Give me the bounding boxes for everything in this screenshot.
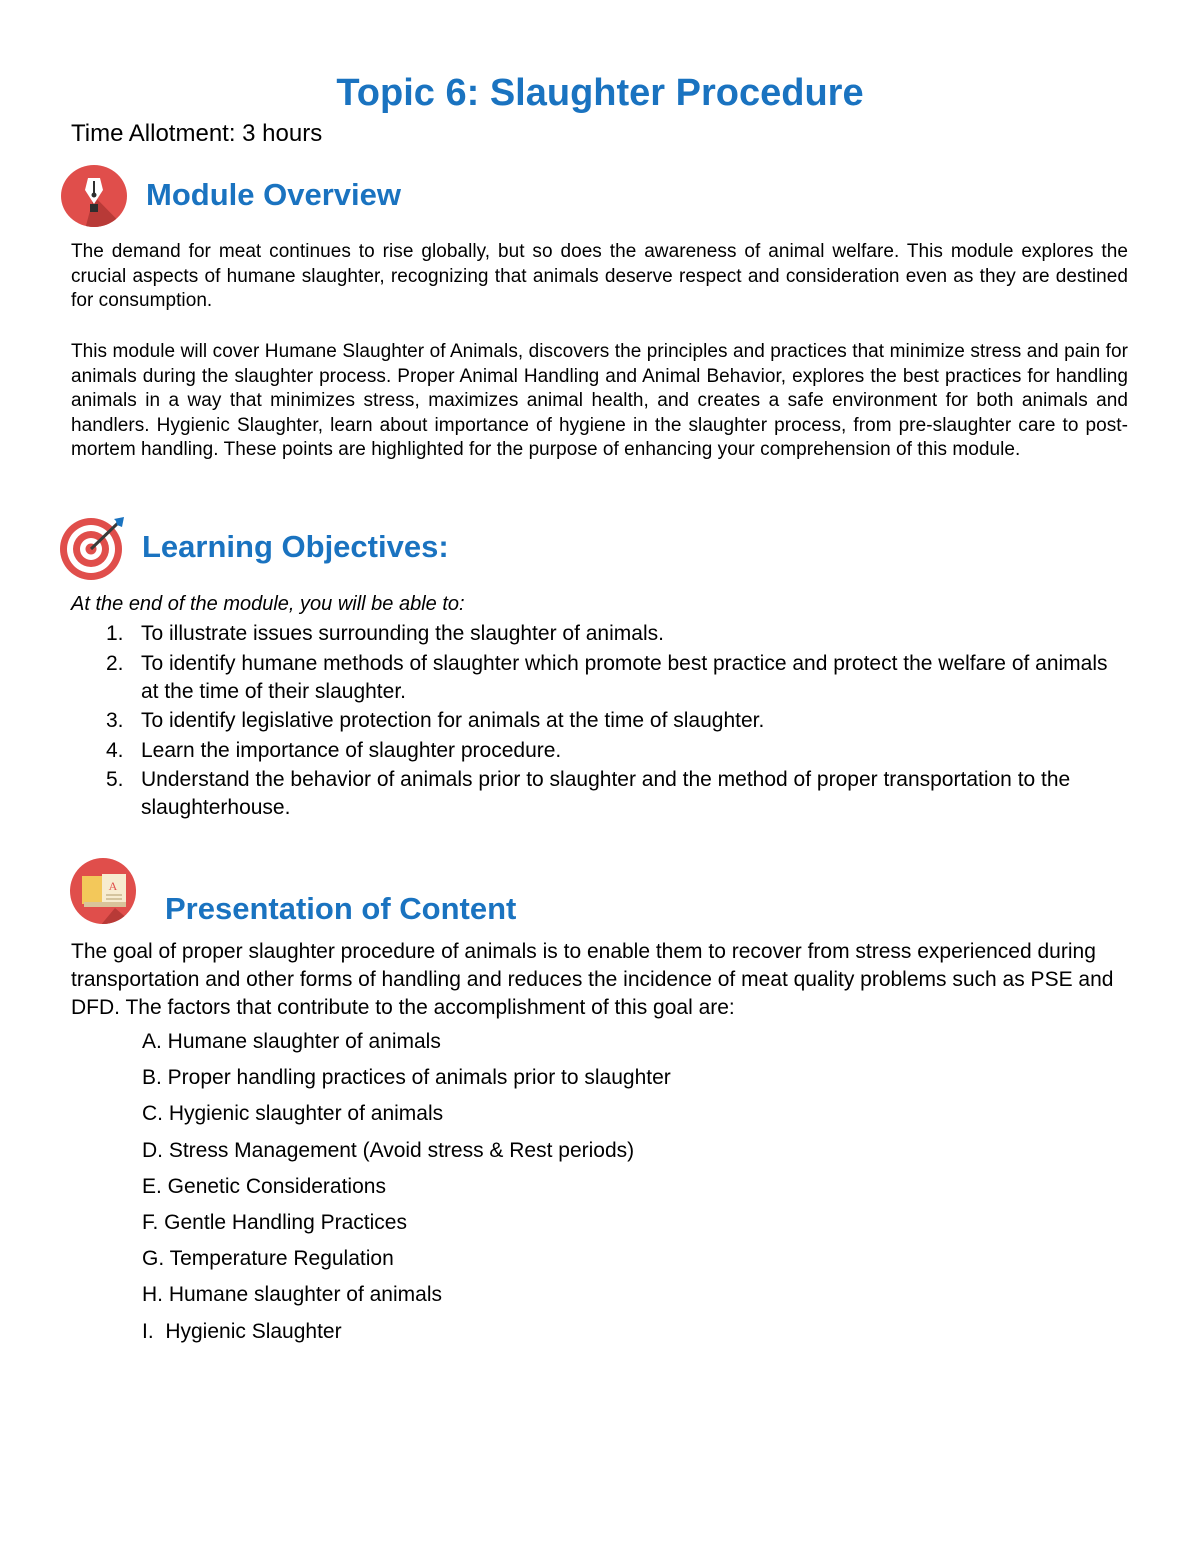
- learning-objectives-heading: Learning Objectives:: [142, 529, 449, 564]
- factor-item: I. Hygienic Slaughter: [142, 1319, 342, 1343]
- factors-list: [142, 1028, 671, 1354]
- objectives-intro: At the end of the module, you will be able to:: [71, 593, 465, 615]
- objective-item: 2. To identify humane methods of slaughter which promote best practice and protect the welfare of animals at the time of their slaughter.: [106, 651, 1108, 703]
- pen-nib-icon: [61, 164, 129, 228]
- presentation-heading: Presentation of Content: [165, 891, 517, 926]
- factor-item: C. Hygienic slaughter of animals: [142, 1102, 444, 1126]
- overview-paragraph-1: The demand for meat continues to rise globally, but so does the awareness of animal welfare. This module explores the crucial aspects of humane slaughter, recognizing that animals deserve respect and consideration even as they are destined for consumption.: [71, 241, 1128, 312]
- objective-item: 1. To illustrate issues surrounding the slaughter of animals.: [106, 622, 664, 645]
- overview-paragraph-2: This module will cover Humane Slaughter of Animals, discovers the principles and practices that minimize stress and pain for animals during the slaughter process. Proper Animal Handling and Animal Behavior, explores the best practices for handling animals in a way that minimizes stress, maximizes animal health, and creates a safe environment for both animals and handlers. Hygienic Slaughter, learn about importance of hygiene in the slaughter process, from pre-slaughter care to post-mortem handling. These points are highlighted for the purpose of enhancing your comprehension of this module.: [71, 341, 1128, 461]
- presentation-paragraph: The goal of proper slaughter procedure of animals is to enable them to recover from stress experienced during transportation and other forms of handling and reduces the incidence of meat quality problems such as PSE and DFD. The factors that contribute to the accomplishment of this goal are:: [71, 940, 1114, 1019]
- objectives-list: [71, 620, 1128, 824]
- module-overview-heading: Module Overview: [146, 177, 401, 212]
- factor-item: F. Gentle Handling Practices: [142, 1210, 407, 1234]
- svg-text:A: A: [108, 879, 118, 893]
- objective-item: 3. To identify legislative protection for animals at the time of slaughter.: [106, 709, 765, 732]
- open-book-icon: [70, 858, 138, 924]
- factor-item: D. Stress Management (Avoid stress & Rest periods): [142, 1138, 635, 1162]
- factor-item: G. Temperature Regulation: [142, 1247, 394, 1271]
- objective-item: 5. Understand the behavior of animals prior to slaughter and the method of proper transportation to the slaughterhouse.: [106, 768, 1071, 819]
- page-title: Topic 6: Slaughter Procedure: [336, 72, 864, 114]
- factor-item: E. Genetic Considerations: [142, 1174, 386, 1198]
- factor-item: B. Proper handling practices of animals prior to slaughter: [142, 1066, 671, 1090]
- objective-item: 4. Learn the importance of slaughter procedure.: [106, 738, 562, 762]
- target-icon: [60, 515, 128, 581]
- factor-item: A. Humane slaughter of animals: [142, 1030, 441, 1053]
- time-allotment: Time Allotment: 3 hours: [71, 120, 323, 147]
- factor-item: H. Humane slaughter of animals: [142, 1283, 442, 1307]
